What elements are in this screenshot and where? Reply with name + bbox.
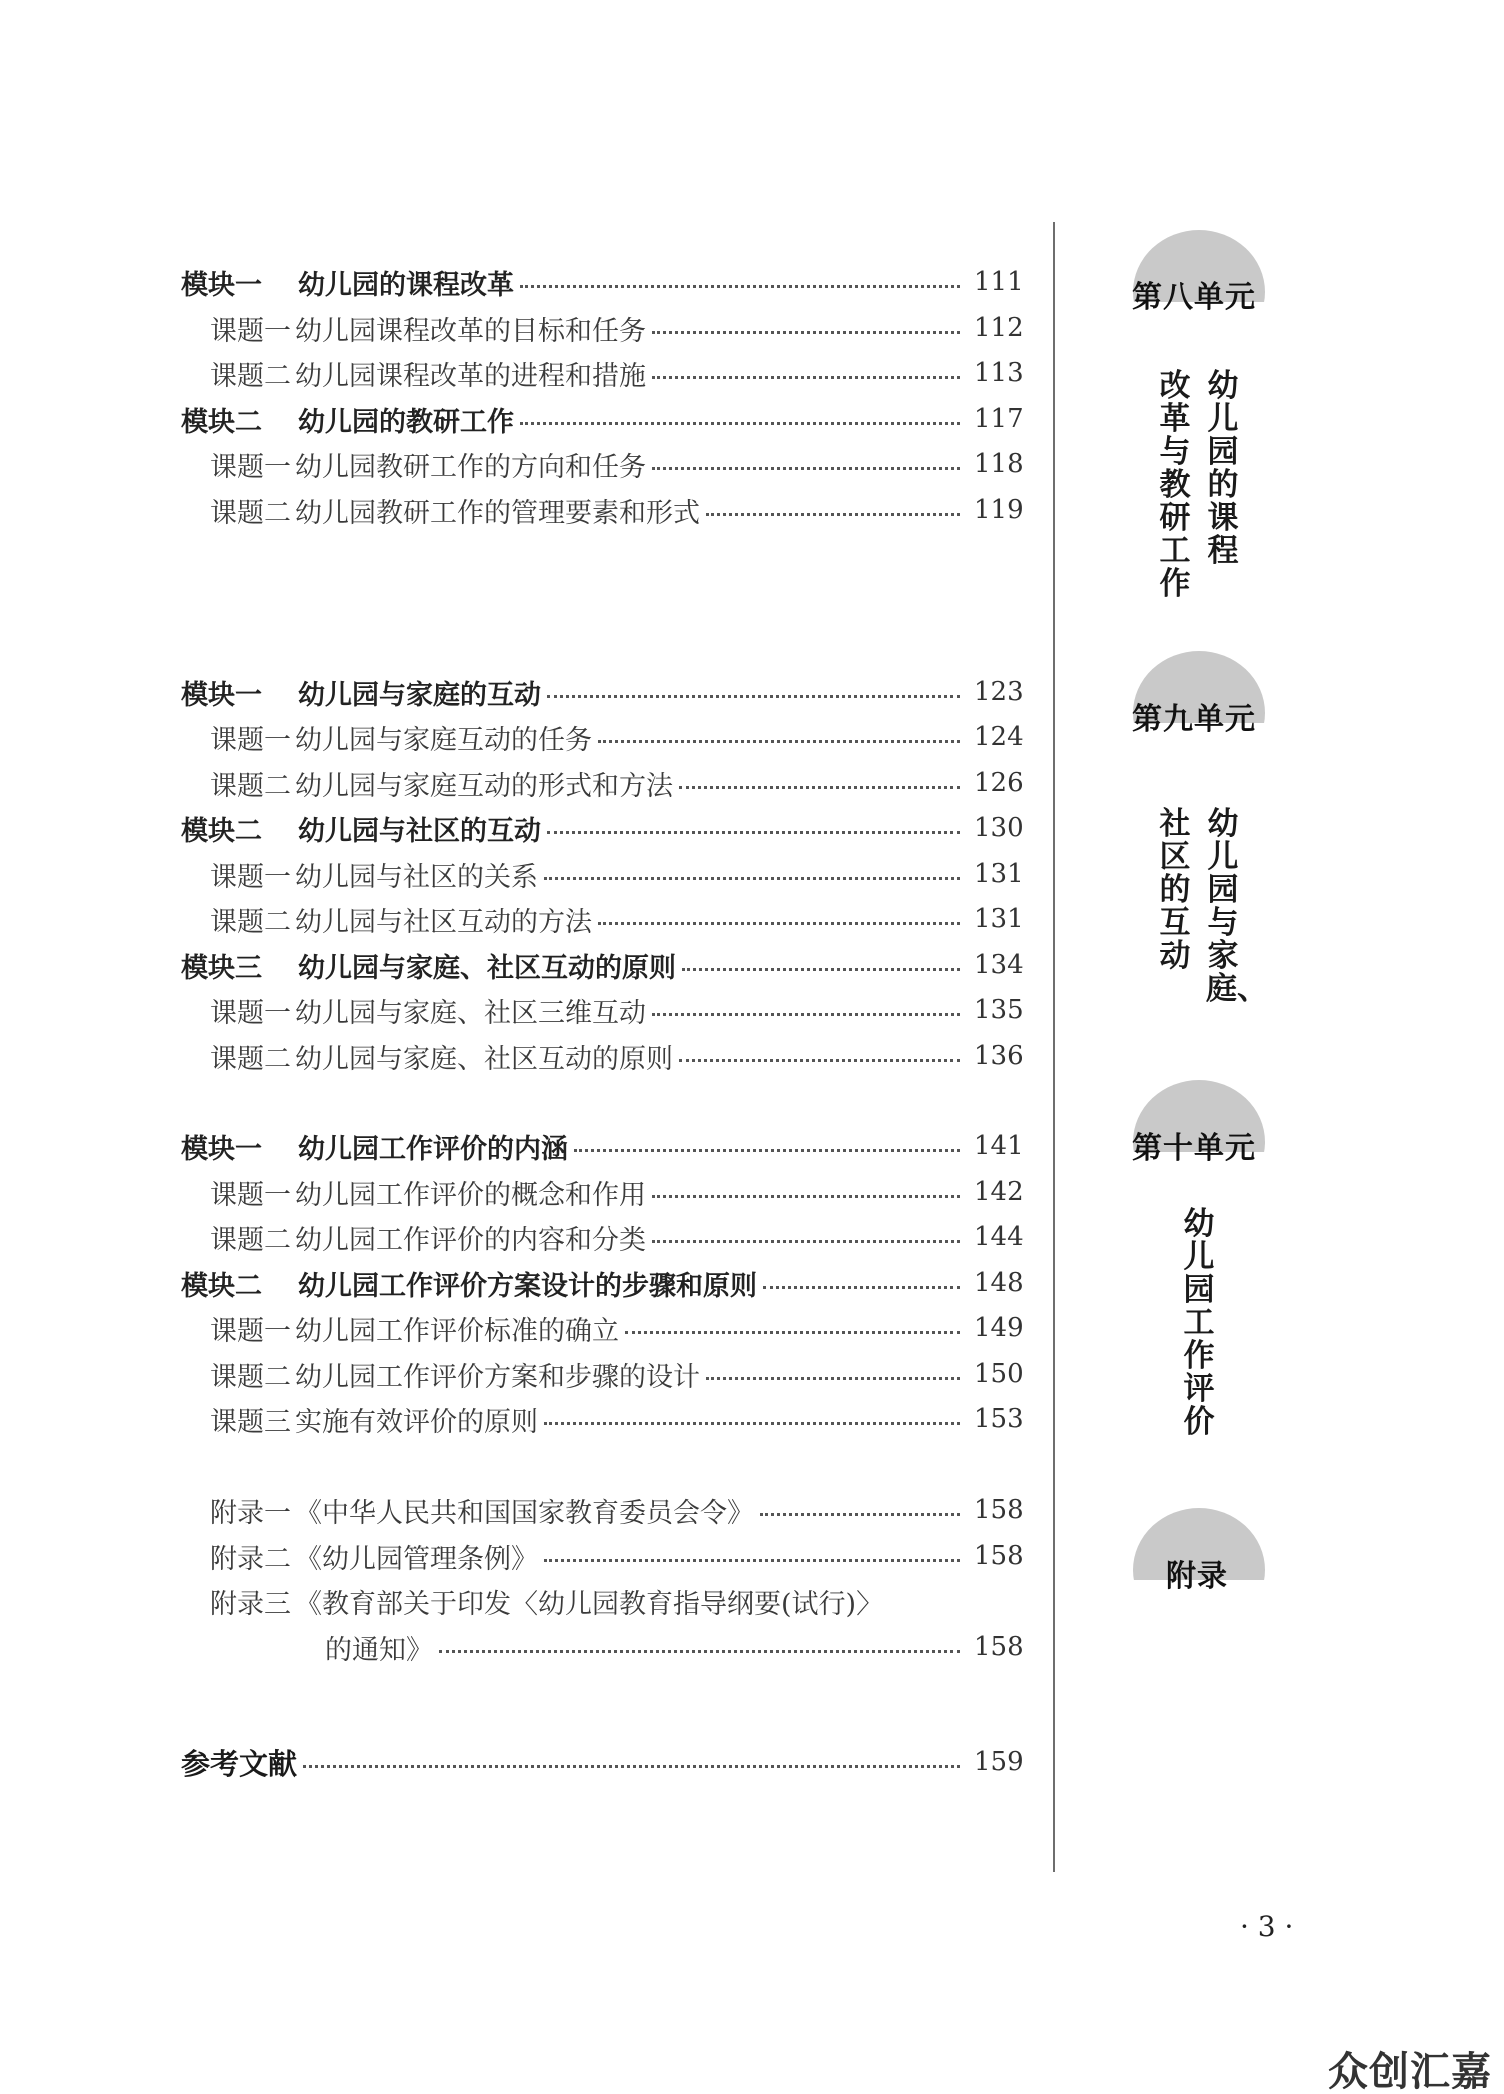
unit-badge-label: 第九单元 xyxy=(1132,702,1256,737)
page-number: · 3 · xyxy=(1240,1910,1294,1943)
toc-appendix-entry[interactable]: 附录二 《幼儿园管理条例》 158 xyxy=(210,1541,1024,1575)
unit-title-column: 幼儿园工作评价 xyxy=(1183,1206,1215,1440)
toc-topic-entry[interactable]: 课题二 幼儿园与社区互动的方法 131 xyxy=(210,904,1024,938)
unit-title-column: 幼儿园与家庭、 xyxy=(1206,806,1268,1007)
toc-module-entry[interactable]: 模块二 幼儿园工作评价方案设计的步骤和原则 148 xyxy=(181,1268,1024,1302)
toc-topic-entry[interactable]: 课题一 幼儿园工作评价的概念和作用 142 xyxy=(210,1177,1024,1211)
toc-topic-entry[interactable]: 课题二 幼儿园工作评价的内容和分类 144 xyxy=(210,1222,1024,1256)
toc-topic-entry[interactable]: 课题一 幼儿园与家庭互动的任务 124 xyxy=(210,722,1024,756)
toc-topic-entry[interactable]: 课题一 幼儿园与家庭、社区三维互动 135 xyxy=(210,995,1024,1029)
appendix-badge-label: 附录 xyxy=(1166,1559,1228,1594)
unit-title-column: 幼儿园的课程 xyxy=(1207,368,1239,569)
toc-topic-entry[interactable]: 课题一 幼儿园工作评价标准的确立 149 xyxy=(210,1313,1024,1347)
vertical-divider xyxy=(1053,222,1055,1872)
unit-badge-label: 第八单元 xyxy=(1132,280,1256,315)
toc-topic-entry[interactable]: 课题二 幼儿园教研工作的管理要素和形式 119 xyxy=(210,495,1024,529)
toc-module-entry[interactable]: 模块三 幼儿园与家庭、社区互动的原则 134 xyxy=(181,950,1024,984)
toc-topic-entry[interactable]: 课题二 幼儿园工作评价方案和步骤的设计 150 xyxy=(210,1359,1024,1393)
toc-topic-entry[interactable]: 课题二 幼儿园与家庭互动的形式和方法 126 xyxy=(210,768,1024,802)
toc-module-entry[interactable]: 模块一 幼儿园工作评价的内涵 141 xyxy=(181,1131,1024,1165)
toc-topic-entry[interactable]: 课题一 幼儿园教研工作的方向和任务 118 xyxy=(210,449,1024,483)
unit-title-column: 社区的互动 xyxy=(1159,806,1191,974)
toc-references-entry[interactable]: 参考文献 159 xyxy=(181,1746,1024,1781)
toc-appendix-entry[interactable]: 附录一 《中华人民共和国国家教育委员会令》 158 xyxy=(210,1495,1024,1529)
toc-appendix-continuation[interactable]: 的通知》 158 xyxy=(325,1632,1024,1666)
toc-topic-entry[interactable]: 课题二 幼儿园课程改革的进程和措施 113 xyxy=(210,358,1024,392)
toc-appendix-entry[interactable]: 附录三 《教育部关于印发〈幼儿园教育指导纲要(试行)〉 xyxy=(210,1588,884,1620)
watermark: 众创汇嘉 xyxy=(1328,2049,1492,2094)
toc-topic-entry[interactable]: 课题三 实施有效评价的原则 153 xyxy=(210,1404,1024,1438)
unit-badge-label: 第十单元 xyxy=(1132,1131,1256,1166)
toc-module-entry[interactable]: 模块一 幼儿园的课程改革 111 xyxy=(181,267,1024,301)
toc-topic-entry[interactable]: 课题一 幼儿园与社区的关系 131 xyxy=(210,859,1024,893)
toc-module-entry[interactable]: 模块二 幼儿园与社区的互动 130 xyxy=(181,813,1024,847)
unit-title-column: 改革与教研工作 xyxy=(1159,368,1191,602)
toc-module-entry[interactable]: 模块一 幼儿园与家庭的互动 123 xyxy=(181,677,1024,711)
toc-topic-entry[interactable]: 课题一 幼儿园课程改革的目标和任务 112 xyxy=(210,313,1024,347)
toc-module-entry[interactable]: 模块二 幼儿园的教研工作 117 xyxy=(181,404,1024,438)
toc-topic-entry[interactable]: 课题二 幼儿园与家庭、社区互动的原则 136 xyxy=(210,1041,1024,1075)
